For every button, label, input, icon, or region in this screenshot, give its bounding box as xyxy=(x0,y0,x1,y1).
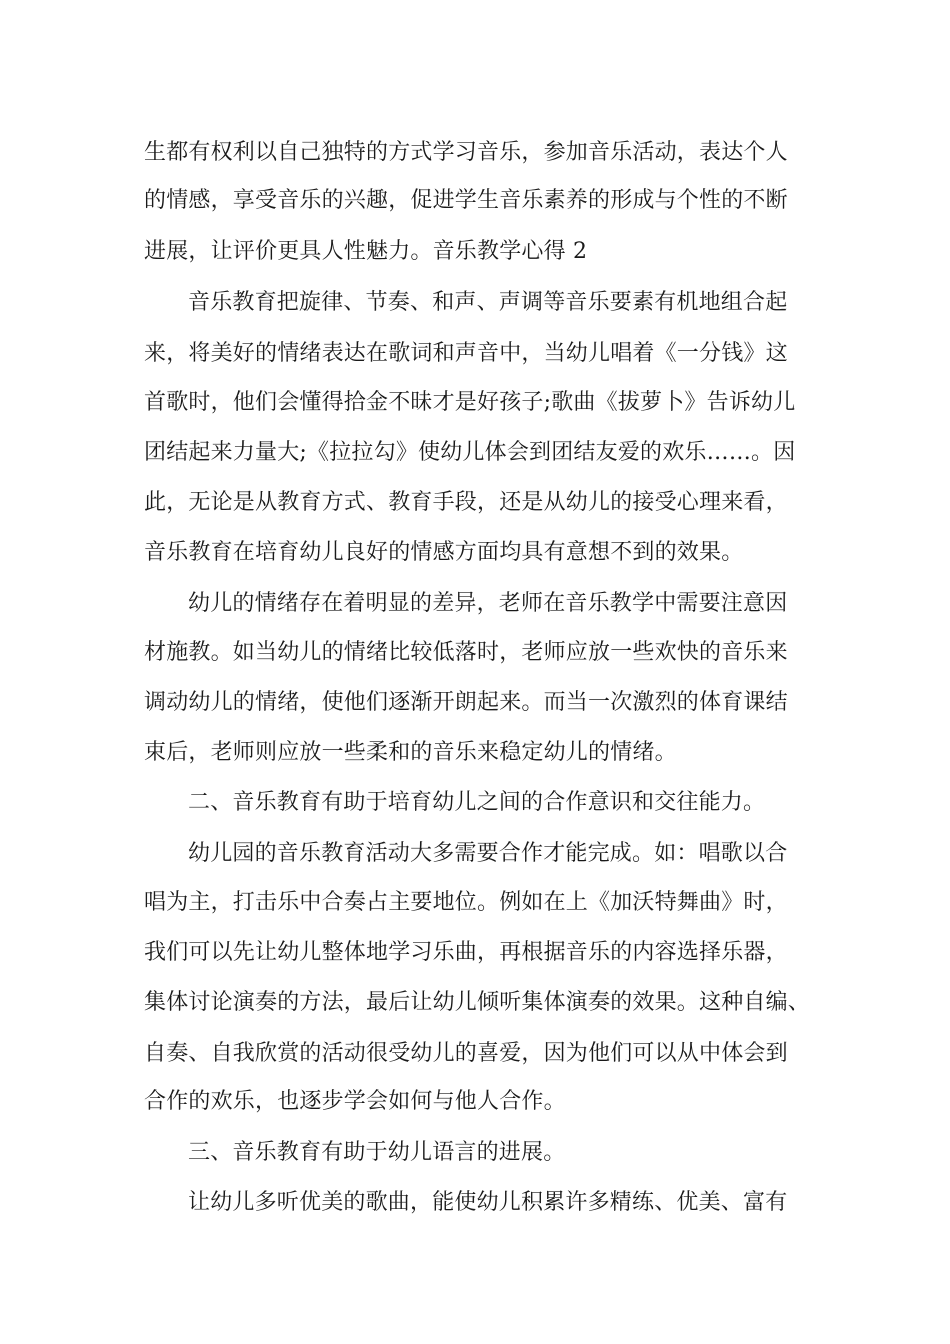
text-line: 唱为主，打击乐中合奏占主要地位。例如在上《加沃特舞曲》时， xyxy=(144,890,788,915)
text-line: 来，将美好的情绪表达在歌词和声音中，当幼儿唱着《一分钱》这 xyxy=(144,341,788,366)
text-line: 束后，老师则应放一些柔和的音乐来稳定幼儿的情绪。 xyxy=(144,740,677,765)
paragraph-first-line: 音乐教育把旋律、节奏、和声、声调等音乐要素有机地组合起 xyxy=(188,290,788,315)
text-line: 进展，让评价更具人性魅力。音乐教学心得 2 xyxy=(144,239,588,264)
text-line: 自奏、自我欣赏的活动很受幼儿的喜爱，因为他们可以从中体会到 xyxy=(144,1041,788,1066)
text-line: 集体讨论演奏的方法，最后让幼儿倾听集体演奏的效果。这种自编、 xyxy=(144,990,811,1015)
text-line: 此，无论是从教育方式、教育手段，还是从幼儿的接受心理来看， xyxy=(144,490,788,515)
paragraph-first-line: 让幼儿多听优美的歌曲，能使幼儿积累许多精练、优美、富有 xyxy=(188,1190,788,1215)
text-line: 调动幼儿的情绪，使他们逐渐开朗起来。而当一次激烈的体育课结 xyxy=(144,690,788,715)
text-line: 音乐教育在培育幼儿良好的情感方面均具有意想不到的效果。 xyxy=(144,540,744,565)
text-line: 材施教。如当幼儿的情绪比较低落时，老师应放一些欢快的音乐来 xyxy=(144,640,788,665)
text-line: 合作的欢乐，也逐步学会如何与他人合作。 xyxy=(144,1089,566,1114)
text-line: 我们可以先让幼儿整体地学习乐曲，再根据音乐的内容选择乐器， xyxy=(144,940,788,965)
paragraph-first-line: 幼儿园的音乐教育活动大多需要合作才能完成。如：唱歌以合 xyxy=(188,841,788,866)
text-line: 的情感，享受音乐的兴趣，促进学生音乐素养的形成与个性的不断 xyxy=(144,188,788,213)
section-heading: 二、音乐教育有助于培育幼儿之间的合作意识和交往能力。 xyxy=(188,790,766,815)
text-line: 生都有权利以自己独特的方式学习音乐，参加音乐活动，表达个人 xyxy=(144,140,788,165)
text-line: 首歌时，他们会懂得拾金不昧才是好孩子;歌曲《拔萝卜》告诉幼儿 xyxy=(144,390,796,415)
text-line: 团结起来力量大;《拉拉勾》使幼儿体会到团结友爱的欢乐……。因 xyxy=(144,440,796,465)
paragraph-first-line: 幼儿的情绪存在着明显的差异，老师在音乐教学中需要注意因 xyxy=(188,591,788,616)
section-heading: 三、音乐教育有助于幼儿语言的进展。 xyxy=(188,1140,566,1165)
